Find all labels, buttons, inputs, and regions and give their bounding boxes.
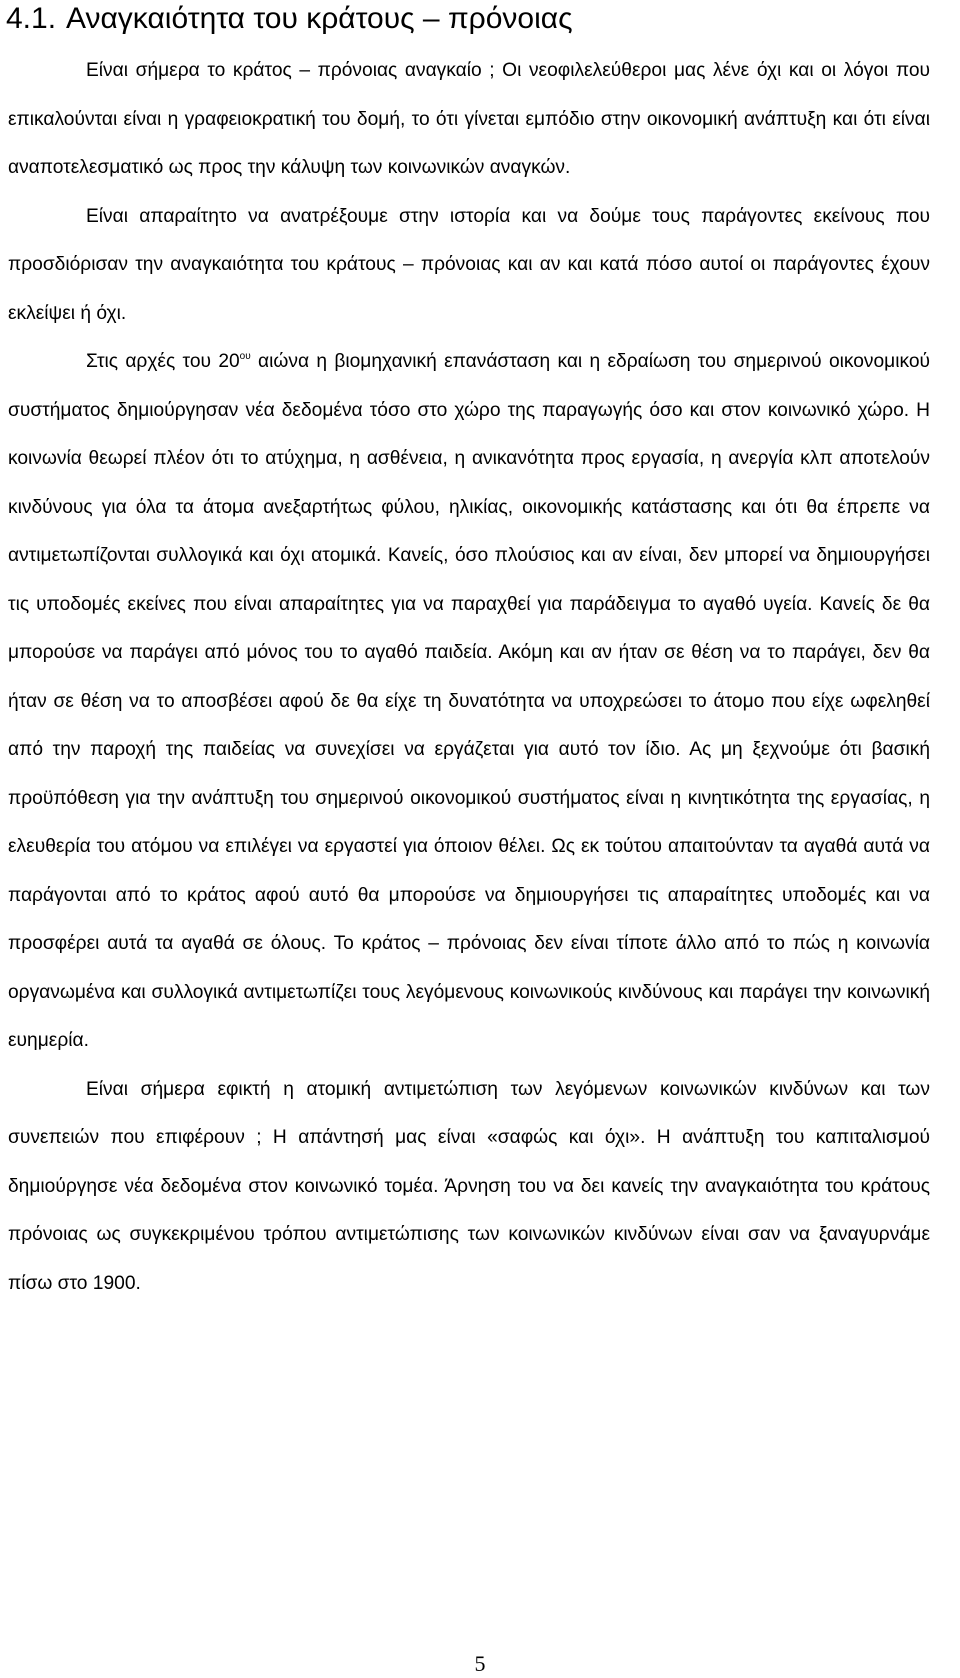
ordinal-superscript: ου: [239, 350, 251, 362]
paragraph-4: Είναι σήμερα εφικτή η ατομική αντιμετώπιση των λεγόμενων κοινωνικών κινδύνων και των συνεπειών που επιφέρουν ; Η απάντησή μας είναι «σαφώς και όχι». Η ανάπτυξη του καπιταλισμού δημιούργησε νέα δεδομένα στον κοινωνικό τομέα. Άρνηση του να δει κανείς την αναγκαιότητα του κράτους πρόνοιας ως συγκεκριμένου τρόπου αντιμετώπισης των κοινωνικών κινδύνων είναι σαν να ξαναγυρνάμε πίσω στο 1900.: [8, 1078, 930, 1294]
section-heading: [6, 0, 946, 38]
body-text: [8, 47, 930, 1308]
section-title: Αναγκαιότητα του κράτους – πρόνοιας: [66, 2, 573, 35]
paragraph-2: Είναι απαραίτητο να ανατρέξουμε στην ιστορία και να δούμε τους παράγοντες εκείνους που προσδιόρισαν την αναγκαιότητα του κράτους – πρόνοιας και αν και κατά πόσο αυτοί οι παράγοντες έχουν εκλείψει ή όχι.: [8, 205, 930, 324]
paragraph-1: Είναι σήμερα το κράτος – πρόνοιας αναγκαίο ; Οι νεοφιλελεύθεροι μας λένε όχι και οι λόγοι που επικαλούνται είναι η γραφειοκρατική του δομή, το ότι γίνεται εμπόδιο στην οικονομική ανάπτυξη και ότι είναι αναποτελεσματικό ως προς την κάλυψη των κοινωνικών αναγκών.: [8, 60, 930, 178]
paragraph-3: [8, 338, 930, 1066]
paragraph-3-rest: αιώνα η βιομηχανική επανάσταση και η εδραίωση του σημερινού οικονομικού συστήματος δημιούργησαν νέα δεδομένα τόσο στο χώρο της παραγωγής όσο και στον κοινωνικό χώρο. Η κοινωνία θεωρεί πλέον ότι το ατύχημα, η ασθένεια, η ανικανότητα προς εργασία, η ανεργία κλπ αποτελούν κινδύνους για όλα τα άτομα ανεξαρτήτως φύλου, ηλικίας, οικονομικής κατάστασης και ότι θα έπρεπε να αντιμετωπίζονται συλλογικά και όχι ατομικά. Κανείς, όσο πλούσιος και αν είναι, δεν μπορεί να δημιουργήσει τις υποδομές εκείνες που είναι απαραίτητες για να παραχθεί για παράδειγμα το αγαθό υγεία. Κανείς δε θα μπορούσε να παράγει από μόνος του το αγαθό παιδεία. Ακόμη και αν ήταν σε θέση να το παράγει, δεν θα ήταν σε θέση να το αποσβέσει αφού δε θα είχε τη δυνατότητα να υποχρεώσει το άτομο που είχε ωφεληθεί από την παροχή της παιδείας να συνεχίσει να εργάζεται για αυτό τον ίδιο. Ας μη ξεχνούμε ότι βασική προϋπόθεση για την ανάπτυξη του σημερινού οικονομικού συστήματος είναι η κινητικότητα της εργασίας, η ελευθερία του ατόμου να επιλέγει να εργαστεί για όποιον θέλει. Ως εκ τούτου απαιτούνταν τα αγαθά αυτά να παράγονται από το κράτος αφού αυτό θα μπορούσε να δημιουργήσει τις απαραίτητες υποδομές και να προσφέρει αυτά τα αγαθά σε όλους. Το κράτος – πρόνοιας δεν είναι τίποτε άλλο από το πώς η κοινωνία οργανωμένα και συλλογικά αντιμετωπίζει τους λεγόμενους κοινωνικούς κινδύνους και παράγει την κοινωνική ευημερία.: [8, 351, 931, 1051]
paragraph-3-start: Στις αρχές του 20: [86, 351, 240, 372]
section-number: 4.1.: [6, 2, 57, 35]
page-number: 5: [474, 1651, 486, 1676]
